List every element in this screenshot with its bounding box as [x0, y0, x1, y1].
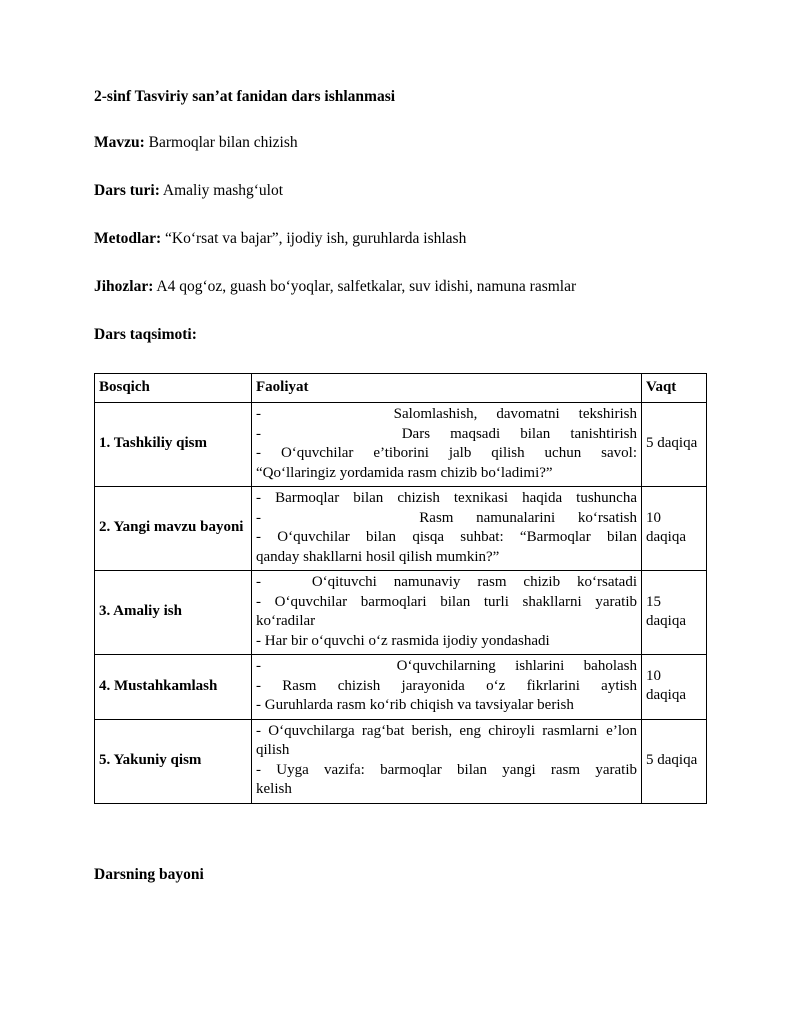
cell-activity: [252, 719, 642, 803]
field-metodlar-value: “Ko‘rsat va bajar”, ijodiy ish, guruhlarda ishlash: [161, 229, 467, 247]
activity-line: - Salomlashish, davomatni tekshirish: [256, 406, 637, 423]
cell-time: 5 daqiqa: [642, 719, 707, 803]
activity-line: - Dars maqsadi bilan tanishtirish: [256, 425, 637, 442]
activity-line: - Har bir o‘quvchi o‘z rasmida ijodiy yondashadi: [256, 632, 550, 649]
cell-stage: 5. Yakuniy qism: [95, 719, 252, 803]
footer-heading: Darsning bayoni: [94, 865, 204, 883]
activity-line: - Rasm namunalarini ko‘rsatish: [256, 509, 637, 526]
activity-line: - O‘quvchilar e’tiborini jalb qilish uchun savol:: [256, 445, 637, 462]
cell-stage: 1. Tashkiliy qism: [95, 403, 252, 487]
activity-line: kelish: [256, 781, 292, 798]
cell-activity: [252, 655, 642, 720]
column-header-stage: Bosqich: [95, 373, 252, 403]
activity-line: - O‘quvchilar bilan qisqa suhbat: “Barmoqlar bilan: [256, 529, 637, 546]
field-jihozlar-label: Jihozlar:: [94, 277, 154, 295]
cell-activity: [252, 403, 642, 487]
activity-line: - O‘qituvchi namunaviy rasm chizib ko‘rsatadi: [256, 574, 637, 591]
field-mavzu-label: Mavzu:: [94, 134, 145, 151]
table-row: [95, 403, 707, 487]
section-heading: Dars taqsimoti:: [94, 325, 197, 343]
field-dars-turi: [94, 181, 708, 202]
cell-time: 5 daqiqa: [642, 403, 707, 487]
field-mavzu-value: Barmoqlar bilan chizish: [144, 134, 298, 151]
activity-line: - O‘quvchilarga rag‘bat berish, eng chiroyli rasmlarni e’lon qilish: [256, 722, 637, 759]
field-jihozlar-value: A4 qog‘oz, guash bo‘yoqlar, salfetkalar, suv idishi, namuna rasmlar: [153, 277, 577, 295]
activity-line: - O‘quvchilarning ishlarini baholash: [256, 658, 637, 675]
table-row: [95, 487, 707, 571]
activity-line: qanday shakllarni hosil qilish mumkin?”: [256, 548, 500, 565]
field-mavzu: [94, 133, 708, 154]
field-metodlar-label: Metodlar:: [94, 229, 162, 247]
field-metodlar: [94, 229, 708, 250]
cell-activity: [252, 487, 642, 571]
activity-line: - Rasm chizish jarayonida o‘z fikrlarini aytish: [256, 677, 637, 694]
cell-time: 15 daqiqa: [642, 571, 707, 655]
cell-stage: 3. Amaliy ish: [95, 571, 252, 655]
cell-activity: [252, 571, 642, 655]
column-header-time: Vaqt: [642, 373, 707, 403]
cell-stage: 4. Mustahkamlash: [95, 655, 252, 720]
lesson-plan-table: [94, 373, 707, 804]
table-header-row: [95, 373, 707, 403]
table-row: [95, 571, 707, 655]
page-title: 2-sinf Tasviriy san’at fanidan dars ishlanmasi: [94, 88, 396, 105]
table-row: [95, 655, 707, 720]
activity-line: - O‘quvchilar barmoqlari bilan turli shakllarni yaratib ko‘radilar: [256, 593, 637, 630]
activity-line: - Barmoqlar bilan chizish texnikasi haqida tushuncha: [256, 490, 637, 507]
cell-time: 10 daqiqa: [642, 655, 707, 720]
cell-stage: 2. Yangi mavzu bayoni: [95, 487, 252, 571]
field-dars-turi-value: Amaliy mashg‘ulot: [159, 181, 284, 199]
field-dars-turi-label: Dars turi:: [94, 181, 160, 199]
activity-line: - Uyga vazifa: barmoqlar bilan yangi rasm yaratib: [256, 761, 637, 778]
table-row: [95, 719, 707, 803]
activity-line: “Qo‘llaringiz yordamida rasm chizib bo‘ladimi?”: [256, 464, 553, 481]
field-jihozlar: [94, 277, 708, 298]
cell-time: 10 daqiqa: [642, 487, 707, 571]
column-header-activity: Faoliyat: [252, 373, 642, 403]
activity-line: - Guruhlarda rasm ko‘rib chiqish va tavsiyalar berish: [256, 697, 574, 714]
